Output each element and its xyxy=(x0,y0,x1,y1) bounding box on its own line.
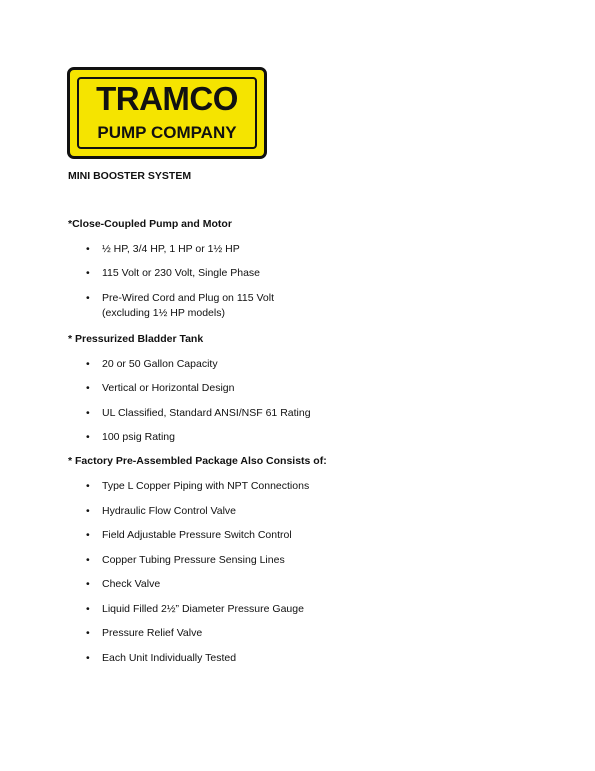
list-item-text: Each Unit Individually Tested xyxy=(102,652,237,664)
section-heading-factory-package: * Factory Pre-Assembled Package Also Consists of: xyxy=(68,455,327,467)
list-item-text: 20 or 50 Gallon Capacity xyxy=(102,358,218,370)
list-item-text xyxy=(102,291,274,321)
bullet-icon: • xyxy=(86,292,90,304)
bullet-icon: • xyxy=(86,480,90,492)
list-item-text: UL Classified, Standard ANSI/NSF 61 Rating xyxy=(102,407,311,419)
list-item-line: (excluding 1½ HP models) xyxy=(102,307,225,319)
section-heading-pump-motor: *Close-Coupled Pump and Motor xyxy=(68,218,232,230)
list-item-text: 100 psig Rating xyxy=(102,431,175,443)
list-item-text: Vertical or Horizontal Design xyxy=(102,382,235,394)
bullet-icon: • xyxy=(86,431,90,443)
logo-company-name: TRAMCO xyxy=(96,80,238,117)
bullet-icon: • xyxy=(86,627,90,639)
bullet-icon: • xyxy=(86,554,90,566)
bullet-icon: • xyxy=(86,407,90,419)
list-item-text: Pressure Relief Valve xyxy=(102,627,203,639)
list-item-text: Hydraulic Flow Control Valve xyxy=(102,505,237,517)
tramco-logo xyxy=(67,67,267,159)
bullet-icon: • xyxy=(86,243,90,255)
document-title: MINI BOOSTER SYSTEM xyxy=(68,170,192,182)
bullet-icon: • xyxy=(86,529,90,541)
bullet-icon: • xyxy=(86,382,90,394)
list-item-text: 115 Volt or 230 Volt, Single Phase xyxy=(102,267,261,279)
list-item-text: Liquid Filled 2½” Diameter Pressure Gauge xyxy=(102,603,304,615)
bullet-icon: • xyxy=(86,505,90,517)
list-item-line: Pre-Wired Cord and Plug on 115 Volt xyxy=(102,292,274,304)
bullet-icon: • xyxy=(86,578,90,590)
list-item-text: Field Adjustable Pressure Switch Control xyxy=(102,529,292,541)
logo-company-subtitle: PUMP COMPANY xyxy=(97,123,237,142)
list-item-text: Check Valve xyxy=(102,578,161,590)
bullet-icon: • xyxy=(86,603,90,615)
bullet-icon: • xyxy=(86,267,90,279)
bullet-icon: • xyxy=(86,652,90,664)
list-item-text: ½ HP, 3/4 HP, 1 HP or 1½ HP xyxy=(102,243,240,255)
list-item-text: Copper Tubing Pressure Sensing Lines xyxy=(102,554,285,566)
section-heading-bladder-tank: * Pressurized Bladder Tank xyxy=(68,333,204,345)
list-item-text: Type L Copper Piping with NPT Connections xyxy=(102,480,310,492)
bullet-icon: • xyxy=(86,358,90,370)
